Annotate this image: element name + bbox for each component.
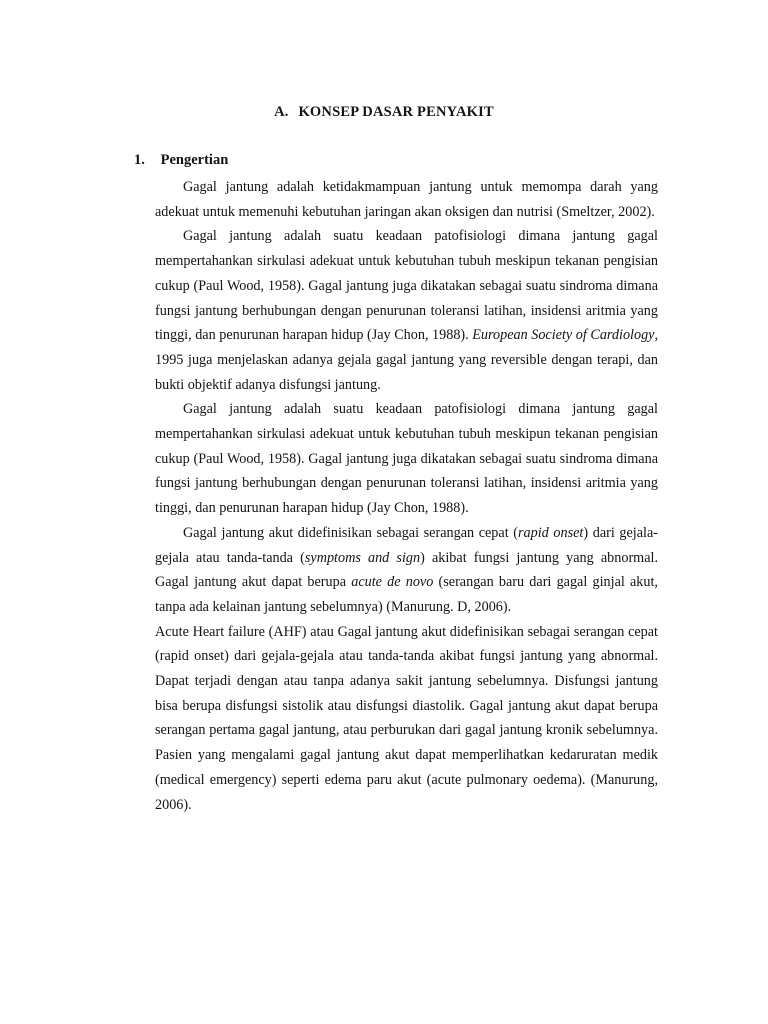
paragraph-5: Acute Heart failure (AHF) atau Gagal jantung akut didefinisikan sebagai serangan cepat (rapid onset) dari gejala-gejala atau tanda-tanda akibat fungsi jantung yang abnormal. Dapat terjadi dengan atau tanpa adanya sakit jantung sebelumnya. Disfungsi jantung bisa berupa disfungsi sistolik atau disfungsi diastolik. Gagal jantung akut dapat berupa serangan pertama gagal jantung, atau perburukan dari gagal jantung kronik sebelumnya. Pasien yang mengalami gagal jantung akut dapat memperlihatkan kedaruratan medik (medical emergency) seperti edema paru akut (acute pulmonary oedema). (Manurung, 2006). xyxy=(155,623,658,813)
paragraph-3: Gagal jantung adalah suatu keadaan patofisiologi dimana jantung gagal mempertahankan sirkulasi adekuat untuk kebutuhan tubuh meskipun tekanan pengisian cukup (Paul Wood, 1958). Gagal jantung juga dikatakan sebagai suatu sindroma dimana fungsi jantung berhubungan dengan penurunan toleransi latihan, insidensi aritmia yang tinggi, dan penurunan harapan hidup (Jay Chon, 1988). xyxy=(155,401,658,517)
paragraph-4-italic-acute-de-novo: acute de novo xyxy=(351,574,434,591)
section-title: Pengertian xyxy=(160,152,229,168)
paragraph-4-part-c: ) dari gejala-gejala atau tanda-tanda ( xyxy=(155,524,659,566)
paragraph-2-italic: European Society of Cardiology xyxy=(472,327,655,344)
paragraph-2-part-a: Gagal jantung adalah suatu keadaan patofisiologi dimana jantung gagal mempertahankan sirkulasi adekuat untuk kebutuhan tubuh meskipun tekanan pengisian cukup (Paul Wood, 1958). Gagal jantung juga dikatakan sebagai suatu sindroma dimana fungsi jantung berhubungan dengan penurunan toleransi latihan, insidensi aritmia yang tinggi, dan penurunan harapan hidup (Jay Chon, 1988). xyxy=(155,228,658,344)
paragraph-4-italic-rapid-onset: rapid onset xyxy=(518,524,584,541)
paragraph-4-part-g: (serangan baru dari gagal ginjal akut, tanpa ada kelainan jantung sebelumnya) (Manurung. D, 2006). xyxy=(155,574,658,615)
paragraph-4-part-e: ) akibat fungsi jantung yang abnormal. Gagal jantung akut dapat berupa xyxy=(155,549,658,591)
paragraph-2 xyxy=(155,224,658,397)
title-text: KONSEP DASAR PENYAKIT xyxy=(298,104,494,120)
body-text xyxy=(155,175,658,817)
section-number: 1. xyxy=(134,152,145,168)
paragraph-1: Gagal jantung adalah ketidakmampuan jantung untuk memompa darah yang adekuat untuk memenuhi kebutuhan jaringan akan oksigen dan nutrisi (Smeltzer, 2002). xyxy=(155,179,658,220)
paragraph-4-part-a: Gagal jantung akut didefinisikan sebagai serangan cepat ( xyxy=(183,524,519,541)
paragraph-4 xyxy=(155,521,658,620)
page-title xyxy=(0,104,768,121)
paragraph-2-part-b: , 1995 juga menjelaskan adanya gejala gagal jantung yang reversible dengan terapi, dan bukti objektif adanya disfungsi jantung. xyxy=(155,327,659,393)
section-heading xyxy=(134,152,228,169)
title-number: A. xyxy=(274,104,289,120)
paragraph-4-italic-symptoms: symptoms and sign xyxy=(304,549,421,566)
